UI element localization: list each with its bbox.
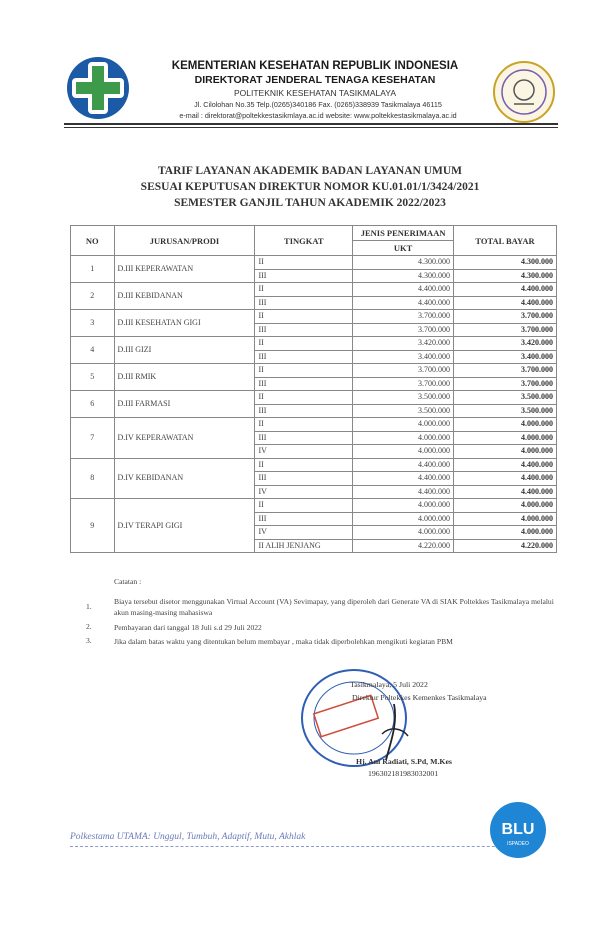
ukt-cell: 4.000.000	[353, 431, 454, 445]
tingkat-cell: II	[255, 458, 353, 472]
total-cell: 4.000.000	[453, 512, 556, 526]
total-cell: 4.000.000	[453, 526, 556, 540]
tingkat-cell: II	[255, 310, 353, 324]
ukt-cell: 3.500.000	[353, 391, 454, 405]
tingkat-cell: III	[255, 377, 353, 391]
tingkat-cell: II	[255, 391, 353, 405]
table-row	[71, 337, 557, 351]
ministry-name: KEMENTERIAN KESEHATAN REPUBLIK INDONESIA	[171, 60, 459, 72]
row-number: 1	[71, 256, 115, 283]
note-item	[86, 596, 556, 620]
ukt-cell: 3.700.000	[353, 364, 454, 378]
poltekkes-logo	[492, 60, 556, 124]
ukt-cell: 4.300.000	[353, 256, 454, 270]
total-cell: 4.000.000	[453, 445, 556, 459]
tingkat-cell: II ALIH JENJANG	[255, 539, 353, 553]
total-cell: 3.700.000	[453, 377, 556, 391]
table-row	[71, 310, 557, 324]
row-number: 2	[71, 283, 115, 310]
table-row	[71, 364, 557, 378]
tingkat-cell: III	[255, 512, 353, 526]
tingkat-cell: III	[255, 323, 353, 337]
prodi-name: D.III KEPERAWATAN	[114, 256, 255, 283]
prodi-name: D.III FARMASI	[114, 391, 255, 418]
total-cell: 3.700.000	[453, 310, 556, 324]
prodi-name: D.III KESEHATAN GIGI	[114, 310, 255, 337]
tingkat-cell: II	[255, 499, 353, 513]
prodi-name: D.III GIZI	[114, 337, 255, 364]
table-row	[71, 391, 557, 405]
row-number: 4	[71, 337, 115, 364]
ukt-cell: 3.700.000	[353, 323, 454, 337]
institution-address: Jl. Cilolohan No.35 Telp.(0265)340186 Fax. (0265)338939 Tasikmalaya 46115	[194, 100, 442, 109]
table-row	[71, 256, 557, 270]
total-cell: 3.500.000	[453, 404, 556, 418]
total-cell: 3.700.000	[453, 323, 556, 337]
header-jurusan: JURUSAN/PRODI	[114, 226, 255, 256]
prodi-name: D.IV KEBIDANAN	[114, 458, 255, 499]
row-number: 3	[71, 310, 115, 337]
semester-title: SEMESTER GANJIL TAHUN AKADEMIK 2022/2023	[174, 197, 446, 209]
ukt-cell: 3.500.000	[353, 404, 454, 418]
table-row	[71, 418, 557, 432]
institution-contact: e-mail : direktorat@poltekkestasikmlaya.ac.id website: www.poltekkestasikmalaya.ac.id	[179, 111, 457, 120]
blu-badge-text: BLU	[501, 821, 535, 838]
total-cell: 4.300.000	[453, 269, 556, 283]
blu-badge	[489, 801, 547, 859]
note-text: Biaya tersebut disetor menggunakan Virtual Account (VA) Sevimapay, yang diperoleh dari Generate VA di SIAK Poltekkes Tasikmalaya melalui akun masing-masing mahasiswa	[114, 597, 554, 617]
tingkat-cell: III	[255, 431, 353, 445]
note-text: Pembayaran dari tanggal 18 Juli s.d 29 Juli 2022	[114, 623, 262, 632]
signature-place-date: Tasikmalaya, 5 Juli 2022	[350, 680, 428, 689]
total-cell: 3.500.000	[453, 391, 556, 405]
prodi-name: D.III RMIK	[114, 364, 255, 391]
tingkat-cell: III	[255, 296, 353, 310]
tingkat-cell: II	[255, 256, 353, 270]
tingkat-cell: III	[255, 472, 353, 486]
total-cell: 4.400.000	[453, 283, 556, 297]
note-text: Jika dalam batas waktu yang ditentukan belum membayar , maka tidak diperbolehkan mengikuti kegiatan PBM	[114, 637, 453, 646]
prodi-name: D.IV TERAPI GIGI	[114, 499, 255, 553]
ukt-cell: 4.220.000	[353, 539, 454, 553]
row-number: 8	[71, 458, 115, 499]
tingkat-cell: IV	[255, 445, 353, 459]
total-cell: 4.400.000	[453, 296, 556, 310]
tariff-table	[70, 225, 557, 553]
blu-badge-subtext: ISPADEO	[507, 841, 529, 847]
ukt-cell: 3.700.000	[353, 310, 454, 324]
decree-reference: SESUAI KEPUTUSAN DIREKTUR NOMOR KU.01.01/1/3424/2021	[140, 181, 480, 193]
ukt-cell: 4.400.000	[353, 296, 454, 310]
tingkat-cell: III	[255, 269, 353, 283]
tariff-table-body	[71, 256, 557, 553]
ukt-cell: 3.420.000	[353, 337, 454, 351]
total-cell: 4.400.000	[453, 458, 556, 472]
total-cell: 3.420.000	[453, 337, 556, 351]
tingkat-cell: III	[255, 404, 353, 418]
row-number: 6	[71, 391, 115, 418]
row-number: 5	[71, 364, 115, 391]
ukt-cell: 4.000.000	[353, 526, 454, 540]
signature-position: Direktur Poltekkes Kemenkes Tasikmalaya	[352, 693, 487, 702]
tingkat-cell: II	[255, 283, 353, 297]
header-no: NO	[71, 226, 115, 256]
table-row	[71, 458, 557, 472]
footer-divider	[70, 846, 540, 847]
notes-heading: Catatan :	[114, 577, 142, 586]
ukt-cell: 3.700.000	[353, 377, 454, 391]
total-cell: 4.300.000	[453, 256, 556, 270]
header-total-bayar: TOTAL BAYAR	[453, 226, 556, 256]
ukt-cell: 4.300.000	[353, 269, 454, 283]
ukt-cell: 4.400.000	[353, 458, 454, 472]
tingkat-cell: IV	[255, 526, 353, 540]
note-number: 2.	[86, 622, 92, 631]
note-number: 3.	[86, 636, 92, 645]
document-title: TARIF LAYANAN AKADEMIK BADAN LAYANAN UMUM	[157, 165, 463, 177]
row-number: 9	[71, 499, 115, 553]
total-cell: 4.400.000	[453, 485, 556, 499]
table-row	[71, 499, 557, 513]
header-jenis-penerimaan: JENIS PENERIMAAN	[353, 226, 454, 241]
total-cell: 4.000.000	[453, 499, 556, 513]
total-cell: 3.400.000	[453, 350, 556, 364]
directorate-name: DIREKTORAT JENDERAL TENAGA KESEHATAN	[194, 74, 436, 86]
footer-motto: Polkestama UTAMA: Unggul, Tumbuh, Adaptif, Mutu, Akhlak	[70, 832, 306, 842]
header-tingkat: TINGKAT	[255, 226, 353, 256]
ukt-cell: 4.400.000	[353, 283, 454, 297]
tingkat-cell: II	[255, 337, 353, 351]
header-rule-thin	[64, 127, 558, 128]
total-cell: 4.400.000	[453, 472, 556, 486]
table-row	[71, 283, 557, 297]
header-rule-thick	[64, 123, 558, 125]
signatory-nip: 196302181983032001	[368, 769, 439, 778]
prodi-name: D.IV KEPERAWATAN	[114, 418, 255, 459]
header-ukt: UKT	[353, 241, 454, 256]
signatory-name: Hj. Ani Radiati, S.Pd, M.Kes	[356, 757, 452, 766]
ukt-cell: 4.000.000	[353, 512, 454, 526]
note-number: 1.	[86, 602, 92, 611]
tingkat-cell: II	[255, 364, 353, 378]
row-number: 7	[71, 418, 115, 459]
ukt-cell: 4.400.000	[353, 485, 454, 499]
ukt-cell: 4.000.000	[353, 499, 454, 513]
ukt-cell: 4.400.000	[353, 472, 454, 486]
institution-name: POLITEKNIK KESEHATAN TASIKMALAYA	[233, 88, 397, 98]
ukt-cell: 4.000.000	[353, 418, 454, 432]
total-cell: 4.000.000	[453, 431, 556, 445]
total-cell: 4.000.000	[453, 418, 556, 432]
ukt-cell: 4.000.000	[353, 445, 454, 459]
prodi-name: D.III KEBIDANAN	[114, 283, 255, 310]
ukt-cell: 3.400.000	[353, 350, 454, 364]
tingkat-cell: III	[255, 350, 353, 364]
total-cell: 4.220.000	[453, 539, 556, 553]
tingkat-cell: II	[255, 418, 353, 432]
tingkat-cell: IV	[255, 485, 353, 499]
total-cell: 3.700.000	[453, 364, 556, 378]
